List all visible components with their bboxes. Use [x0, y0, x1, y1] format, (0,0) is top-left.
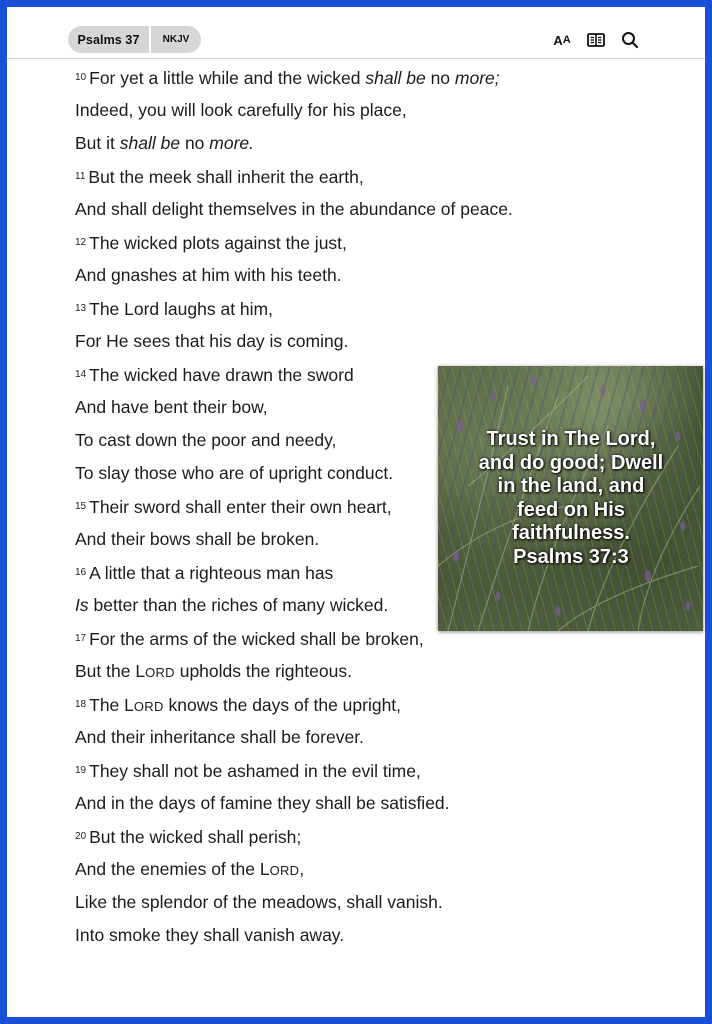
verse-text: But the meek shall inherit the earth, [88, 167, 364, 187]
verse-text: And have bent their bow, [75, 397, 268, 417]
verse-text: For the arms of the wicked shall be broken, [89, 629, 424, 649]
verse-text: For yet a little while and the wicked [89, 68, 366, 88]
verse-text: But it [75, 133, 120, 153]
verse-text: To slay those who are of upright conduct. [75, 463, 394, 483]
verse-number: 13 [75, 303, 87, 314]
verse-line [75, 193, 695, 226]
italic-text: shall be [119, 133, 181, 153]
verse-text: For He sees that his day is coming. [75, 331, 349, 351]
verse-text: And their bows shall be broken. [75, 529, 320, 549]
verse-text: no [425, 68, 455, 88]
verse-text: Their sword shall enter their own heart, [89, 497, 392, 517]
italic-text: more; [454, 68, 500, 88]
italic-text: Is [75, 595, 89, 615]
passage-selector [68, 26, 201, 53]
verse-text: And their inheritance shall be forever. [75, 727, 364, 747]
verse-number: 14 [75, 369, 87, 380]
verse-line [75, 259, 695, 292]
verse-number: 16 [75, 567, 87, 578]
verse-text: Like the splendor of the meadows, shall vanish. [75, 892, 443, 912]
verse-line [75, 160, 695, 193]
verse-text: knows the days of the upright, [163, 695, 402, 715]
verse-number: 19 [75, 765, 87, 776]
verse-number: 10 [75, 72, 87, 83]
verse-number: 17 [75, 633, 87, 644]
verse-text: Indeed, you will look carefully for his place, [75, 100, 407, 120]
top-toolbar [7, 7, 705, 59]
verse-text: And gnashes at him with his teeth. [75, 265, 342, 285]
verse-card-line: Trust in The Lord, [486, 428, 656, 450]
search-icon[interactable] [620, 31, 640, 49]
verse-number: 11 [75, 171, 86, 182]
verse-number: 12 [75, 237, 87, 248]
verse-card-line: feed on His [517, 498, 625, 521]
verse-line [75, 886, 695, 919]
verse-text: The L [89, 695, 134, 715]
verse-text: To cast down the poor and needy, [75, 430, 337, 450]
verse-image-card [438, 366, 703, 631]
verse-line [75, 688, 695, 721]
verse-line [75, 820, 695, 853]
small-caps-text: ORD [133, 699, 164, 714]
verse-line [75, 853, 695, 886]
verse-text: The Lord laughs at him, [89, 299, 273, 319]
verse-text: The wicked have drawn the sword [89, 365, 354, 385]
verse-text: And shall delight themselves in the abundance of peace. [75, 199, 513, 219]
verse-line [75, 94, 695, 127]
book-reader-icon[interactable] [586, 31, 606, 49]
toolbar-divider [7, 58, 705, 59]
verse-number: 18 [75, 699, 87, 710]
verse-line [75, 919, 695, 952]
verse-card-line: and do good; Dwell [478, 451, 664, 474]
verse-text: They shall not be ashamed in the evil time, [89, 761, 421, 781]
verse-line [75, 787, 695, 820]
verse-text: no [180, 133, 210, 153]
book-chapter-button[interactable]: Psalms 37 [77, 32, 140, 47]
verse-card-line: in the land, and [497, 475, 645, 497]
verse-text: But the wicked shall perish; [89, 827, 302, 847]
verse-text: The wicked plots against the just, [89, 233, 347, 253]
verse-card-line: Psalms 37:3 [513, 545, 629, 568]
verse-text: Into smoke they shall vanish away. [75, 925, 345, 945]
verse-line [75, 226, 695, 259]
small-caps-text: ORD [145, 665, 175, 680]
verse-line [75, 292, 695, 325]
small-caps-text: ORD [269, 863, 300, 878]
verse-line [75, 61, 695, 94]
verse-card-line: faithfulness. [512, 522, 630, 544]
verse-text: But the L [75, 661, 146, 681]
verse-line [75, 325, 695, 358]
italic-text: more. [209, 133, 255, 153]
verse-text: , [299, 859, 305, 879]
verse-text: And in the days of famine they shall be satisfied. [75, 793, 450, 813]
bible-reader-page [7, 7, 705, 1017]
verse-text: A little that a righteous man has [89, 563, 334, 583]
verse-number: 15 [75, 501, 87, 512]
version-button[interactable]: NKJV [162, 34, 190, 45]
verse-line [75, 655, 695, 688]
verse-line [75, 127, 695, 160]
text-size-icon[interactable]: A A [553, 32, 571, 48]
verse-line [75, 721, 695, 754]
verse-card-text [446, 428, 696, 569]
verse-text: upholds the righteous. [174, 661, 352, 681]
verse-text: And the enemies of the L [75, 859, 270, 879]
italic-text: shall be [365, 68, 426, 88]
verse-number: 20 [75, 831, 87, 842]
verse-line [75, 754, 695, 787]
verse-text: better than the riches of many wicked. [88, 595, 389, 615]
